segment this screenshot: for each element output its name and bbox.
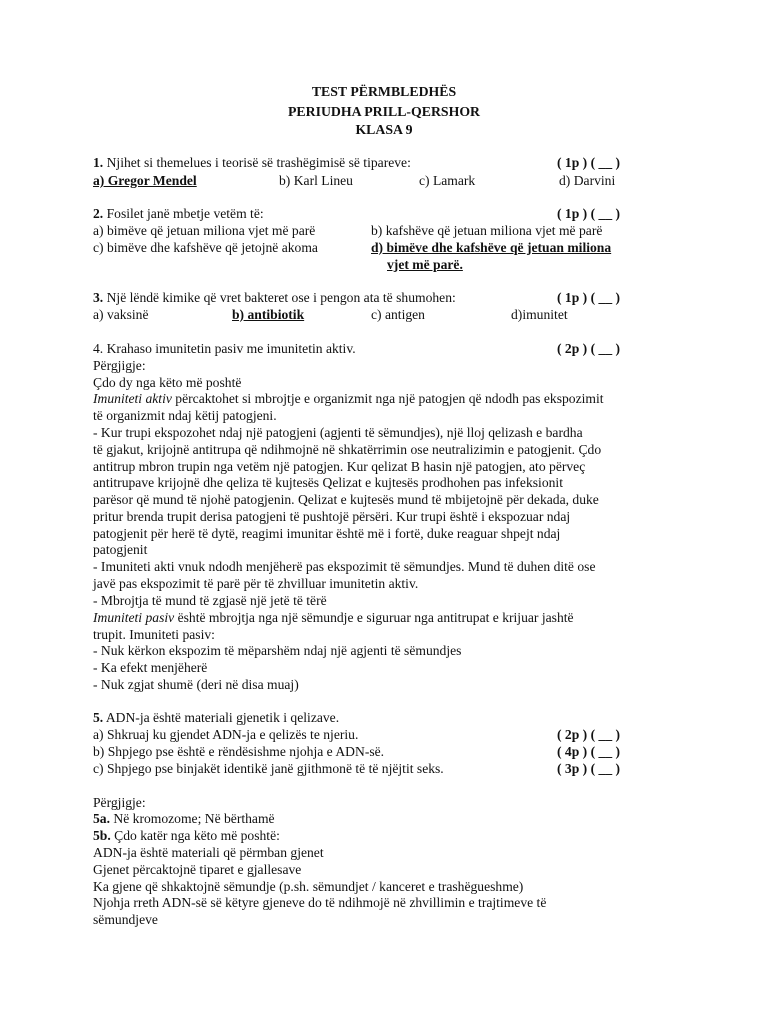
question-5c-points: ( 3p ) ( __ ) <box>557 761 621 776</box>
question-5c: c) Shpjego pse binjakët identikë janë gjithmonë të të njëjtit seks. <box>93 761 444 776</box>
question-2-option-d-cont: vjet më parë. <box>387 257 463 272</box>
question-2-points: ( 1p ) ( __ ) <box>557 206 621 221</box>
question-2-option-a: a) bimëve që jetuan miliona vjet më parë <box>93 223 316 238</box>
question-4-answer-intro: Çdo dy nga këto më poshtë <box>93 375 242 390</box>
question-3-option-a: a) vaksinë <box>93 307 149 322</box>
answer-5b: 5b. Çdo katër nga këto më poshtë: <box>93 828 280 843</box>
question-4-answer-line: antitrup mbron trupin nga vetëm një patogjen. Kur qelizat B hasin një patogjen, ato përveç <box>93 459 586 474</box>
question-4-answer-line: Imuniteti aktiv përcaktohet si mbrojtje e organizmit nga një patogjen që ndodh pas ekspozimit <box>93 391 604 406</box>
question-4-answer-line: - Imuniteti akti vnuk ndodh menjëherë pas ekspozimit të sëmundjes. Mund të duhen ditë ose <box>93 559 596 574</box>
question-4-answer-label: Përgjigje: <box>93 358 146 373</box>
question-5a: a) Shkruaj ku gjendet ADN-ja e qelizës te njeriu. <box>93 727 359 742</box>
question-4-answer-line: - Nuk kërkon ekspozim të mëparshëm ndaj një agjenti të sëmundjes <box>93 643 462 658</box>
test-title: TEST PËRMBLEDHËS <box>311 84 457 99</box>
answer-5a: 5a. Në kromozome; Në bërthamë <box>93 811 275 826</box>
question-1-number: 1. <box>93 155 104 170</box>
question-2-number: 2. <box>93 206 104 221</box>
question-1-points: ( 1p ) ( __ ) <box>557 155 621 170</box>
question-4-answer-line: pritur brenda trupit derisa patogjeni të pushtojë përsëri. Kur trupi është i ekspozuar ndaj <box>93 509 571 524</box>
question-5-number: 5. <box>93 710 104 725</box>
question-1-option-b: b) Karl Lineu <box>279 173 353 188</box>
question-1 <box>93 155 411 171</box>
question-1-option-a: a) Gregor Mendel <box>93 173 197 188</box>
question-3 <box>93 290 456 306</box>
question-3-text: Një lëndë kimike që vret bakteret ose i pengon ata të shumohen: <box>103 290 456 305</box>
question-4-answer-line: trupit. Imuniteti pasiv: <box>93 627 215 642</box>
answer-5b-line: Njohja rreth ADN-së së këtyre gjeneve do të ndihmojë në zhvillimin e trajtimeve të <box>93 895 547 910</box>
question-1-option-d: d) Darvini <box>559 173 616 188</box>
question-2 <box>93 206 264 222</box>
question-1-option-c: c) Lamark <box>419 173 476 188</box>
test-class: KLASA 9 <box>355 122 413 137</box>
question-5a-points: ( 2p ) ( __ ) <box>557 727 621 742</box>
question-4-answer-line: antitrupave krijojnë dhe qeliza të kujtesës Qelizat e kujtesës prodhohen pas infeksionit <box>93 475 563 490</box>
question-2-option-d: d) bimëve dhe kafshëve që jetuan miliona <box>371 240 612 255</box>
question-3-points: ( 1p ) ( __ ) <box>557 290 621 305</box>
question-4-answer-line: patogjenit <box>93 542 148 557</box>
question-5-answer-label: Përgjigje: <box>93 795 146 810</box>
test-period: PERIUDHA PRILL-QERSHOR <box>287 104 481 119</box>
question-4-answer-line: patogjenit për herë të dytë, reagimi imunitar është më i fortë, duke reaguar shpejt ndaj <box>93 526 561 541</box>
question-4-answer-line: - Mbrojtja të mund të zgjasë një jetë të tërë <box>93 593 327 608</box>
question-4-answer-line: - Kur trupi ekspozohet ndaj një patogjeni (agjenti të sëmundjes), një lloj qelizash e bardha <box>93 425 583 440</box>
term-passive-immunity: Imuniteti pasiv <box>93 610 175 625</box>
answer-5b-line: sëmundjeve <box>93 912 158 927</box>
question-4-answer-line: - Ka efekt menjëherë <box>93 660 208 675</box>
question-5b: b) Shpjego pse është e rëndësishme njohja e ADN-së. <box>93 744 385 759</box>
question-2-option-c: c) bimëve dhe kafshëve që jetojnë akoma <box>93 240 318 255</box>
question-4-points: ( 2p ) ( __ ) <box>557 341 621 356</box>
question-3-option-b: b) antibiotik <box>232 307 305 322</box>
question-2-text: Fosilet janë mbetje vetëm të: <box>103 206 264 221</box>
question-4-answer-line: parësor që mund të njohë patogjenin. Qelizat e kujtesës mund të mbijetojnë për dekada, duke <box>93 492 599 507</box>
question-4: 4. Krahaso imunitetin pasiv me imunitetin aktiv. <box>93 341 356 356</box>
question-4-answer-line: Imuniteti pasiv është mbrojtja nga një sëmundje e siguruar nga antitrupat e krijuar jashtë <box>93 610 574 625</box>
answer-5b-line: Ka gjene që shkaktojnë sëmundje (p.sh. sëmundjet / kanceret e trashëgueshme) <box>93 879 524 894</box>
term-active-immunity: Imuniteti aktiv <box>93 391 172 406</box>
question-5b-points: ( 4p ) ( __ ) <box>557 744 621 759</box>
question-4-answer-line: të gjakut, krijojnë antitrupa që ndihmojnë në shkatërrimin ose neutralizimin e patogjenit. Çdo <box>93 442 602 457</box>
question-4-answer-line: - Nuk zgjat shumë (deri në disa muaj) <box>93 677 299 692</box>
answer-5b-line: Gjenet përcaktojnë tiparet e gjallesave <box>93 862 302 877</box>
question-5-text: ADN-ja është materiali gjenetik i qelizave. <box>103 710 340 725</box>
question-4-answer-line: të organizmit ndaj këtij patogjeni. <box>93 408 277 423</box>
question-3-option-c: c) antigen <box>371 307 425 322</box>
question-3-option-d: d)imunitet <box>511 307 568 322</box>
question-5 <box>93 710 339 726</box>
question-4-answer-line: javë pas ekspozimit të parë për të zhvilluar imunitetin aktiv. <box>93 576 419 591</box>
answer-5b-line: ADN-ja është materiali që përmban gjenet <box>93 845 324 860</box>
question-2-option-b: b) kafshëve që jetuan miliona vjet më parë <box>371 223 603 238</box>
question-1-text: Njihet si themelues i teorisë së trashëgimisë së tipareve: <box>103 155 411 170</box>
question-3-number: 3. <box>93 290 104 305</box>
